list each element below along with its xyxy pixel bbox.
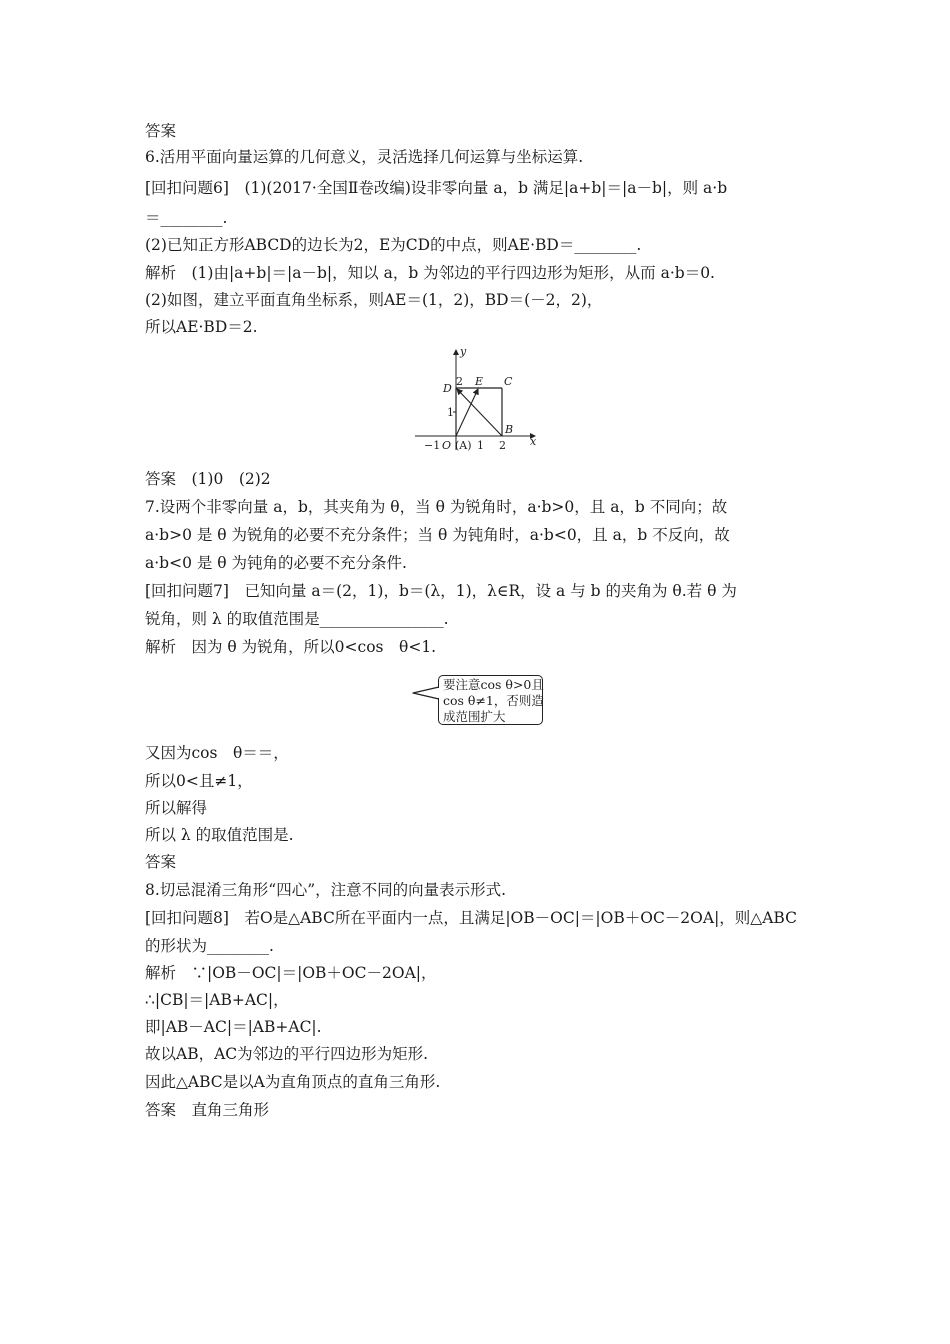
label-x-1: 1	[477, 439, 484, 452]
text-line-answer-8: 答案 直角三角形	[145, 1101, 270, 1119]
text-line-answer-6: 答案 (1)0 (2)2	[145, 470, 271, 488]
text-line-question-6-part-2: (2)已知正方形ABCD的边长为2，E为CD的中点，则AE·BD＝________.	[145, 236, 642, 254]
label-y: y	[460, 345, 467, 358]
vector-bd	[457, 389, 502, 436]
text-line-solution-6-result: 所以AE·BD＝2.	[145, 318, 258, 336]
coordinate-figure	[410, 345, 545, 455]
label-b: B	[505, 423, 514, 436]
text-line-solution-8-a: 解析 ∵|OB－OC|＝|OB＋OC－2OA|，	[145, 964, 437, 982]
text-line-review-question-8-blank: 的形状为________.	[145, 937, 274, 955]
text-line-item-8: 8.切忌混淆三角形“四心”，注意不同的向量表示形式.	[145, 881, 507, 899]
label-y-1: 1	[447, 406, 454, 419]
text-line-solution-6-part-1: 解析 (1)由|a+b|＝|a－b|，知以 a，b 为邻边的平行四边形为矩形，从而 a·b＝0.	[145, 264, 715, 282]
label-d: D	[443, 382, 452, 395]
label-o: O	[442, 439, 452, 452]
text-line-item-6: 6.活用平面向量运算的几何意义，灵活选择几何运算与坐标运算.	[145, 148, 584, 166]
text-line-solution-8-c: 即|AB－AC|＝|AB+AC|.	[145, 1018, 322, 1036]
label-a: (A)	[455, 439, 472, 452]
text-line-answer-label-1: 答案	[145, 122, 177, 140]
text-line-solution-7-solve: 所以解得	[145, 799, 208, 817]
label-y-2: 2	[456, 375, 463, 388]
text-line-review-question-6: [回扣问题6] (1)(2017·全国Ⅱ卷改编)设非零向量 a，b 满足|a+b|＝|a－b|，则 a·b	[145, 179, 728, 197]
callout-box	[438, 675, 543, 725]
text-line-review-question-7: [回扣问题7] 已知向量 a＝(2，1)，b＝(λ，1)，λ∈R，设 a 与 b 的夹角为 θ.若 θ 为	[145, 582, 737, 600]
text-line-solution-7: 解析 因为 θ 为锐角，所以0<cos θ<1.	[145, 638, 437, 656]
label-x: x	[530, 435, 537, 448]
text-line-solution-7-cos: 又因为cos θ＝＝，	[145, 744, 289, 762]
text-line-solution-7-range: 所以 λ 的取值范围是.	[145, 826, 294, 844]
text-line-answer-7: 答案	[145, 853, 177, 871]
note-callout	[410, 673, 550, 728]
vector-ae	[456, 389, 478, 436]
text-line-review-question-6-blank: ＝________.	[145, 209, 228, 227]
text-line-solution-8-e: 因此△ABC是以A为直角顶点的直角三角形.	[145, 1073, 441, 1091]
text-line-item-7-a: 7.设两个非零向量 a，b，其夹角为 θ，当 θ 为锐角时，a·b>0，且 a，b 不同向；故	[145, 498, 728, 516]
callout-pointer-mask	[436, 682, 446, 712]
square-coordinate-diagram	[410, 345, 545, 455]
text-line-item-7-c: a·b<0 是 θ 为钝角的必要不充分条件.	[145, 554, 407, 572]
text-line-item-7-b: a·b>0 是 θ 为锐角的必要不充分条件；当 θ 为钝角时，a·b<0，且 a，b 不反向，故	[145, 526, 730, 544]
callout-line: 要注意cos θ>0且	[443, 677, 544, 692]
text-line-solution-8-b: ∴|CB|＝|AB+AC|，	[145, 991, 289, 1009]
label-x-2: 2	[499, 439, 506, 452]
label-c: C	[504, 375, 513, 388]
text-line-review-question-8: [回扣问题8] 若O是△ABC所在平面内一点，且满足|OB－OC|＝|OB＋OC－2OA|，则△ABC	[145, 909, 797, 927]
text-line-review-question-7-blank: 锐角，则 λ 的取值范围是________________.	[145, 610, 449, 628]
text-line-solution-7-ineq: 所以0<且≠1，	[145, 772, 253, 790]
label-x-minus-1: −1	[424, 439, 441, 452]
text-line-solution-8-d: 故以AB，AC为邻边的平行四边形为矩形.	[145, 1045, 429, 1063]
callout-line: cos θ≠1，否则造	[443, 693, 544, 708]
label-e: E	[475, 375, 484, 388]
callout-line: 成范围扩大	[443, 709, 506, 724]
text-line-solution-6-part-2: (2)如图，建立平面直角坐标系，则AE＝(1，2)，BD＝(－2，2)，	[145, 291, 603, 309]
